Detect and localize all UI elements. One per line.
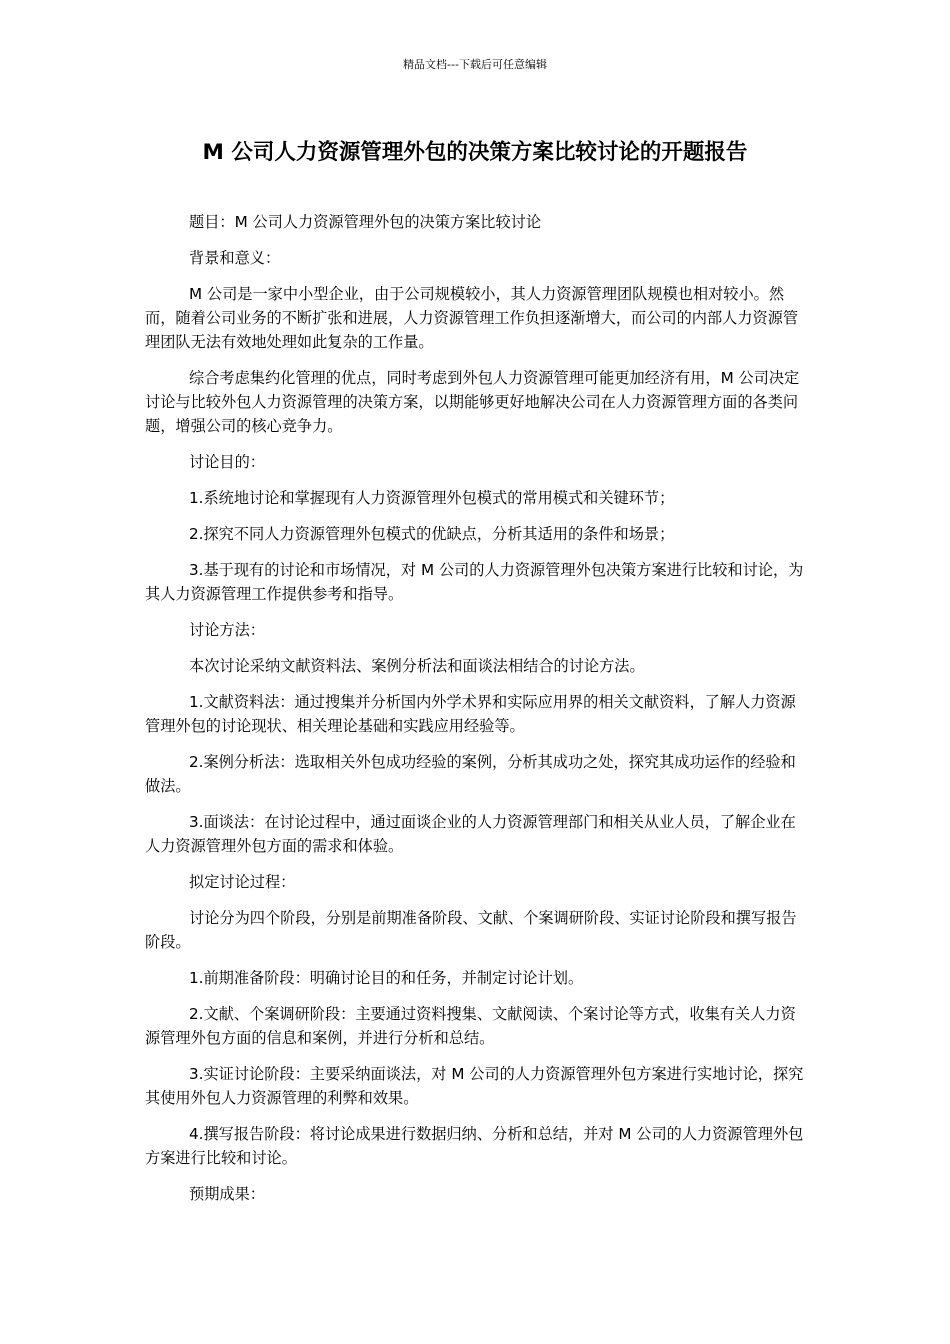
list-item: 3.基于现有的讨论和市场情况，对 M 公司的人力资源管理外包决策方案进行比较和讨论，为其人力资源管理工作提供参考和指导。 [145, 561, 804, 603]
section-heading-method: 讨论方法： [189, 621, 265, 639]
paragraph: 讨论分为四个阶段，分别是前期准备阶段、文献、个案调研阶段、实证讨论阶段和撰写报告阶段。 [145, 909, 797, 951]
section-heading-background: 背景和意义： [189, 249, 281, 267]
list-item: 2.探究不同人力资源管理外包模式的优缺点，分析其适用的条件和场景； [189, 525, 675, 543]
list-item: 1.文献资料法：通过搜集并分析国内外学术界和实际应用界的相关文献资料，了解人力资源管理外包的讨论现状、相关理论基础和实践应用经验等。 [145, 693, 796, 735]
list-item: 4.撰写报告阶段：将讨论成果进行数据归纳、分析和总结，并对 M 公司的人力资源管理外包方案进行比较和讨论。 [145, 1125, 804, 1167]
list-item: 2.文献、个案调研阶段：主要通过资料搜集、文献阅读、个案讨论等方式，收集有关人力资源管理外包方面的信息和案例，并进行分析和总结。 [145, 1005, 796, 1047]
paragraph: 综合考虑集约化管理的优点，同时考虑到外包人力资源管理可能更加经济有用，M 公司决定讨论与比较外包人力资源管理的决策方案，以期能够更好地解决公司在人力资源管理方面的各类问题，增强公司的核心竞争力。 [145, 369, 800, 435]
paragraph-topic: 题目：M 公司人力资源管理外包的决策方案比较讨论 [189, 213, 542, 231]
list-item: 3.实证讨论阶段：主要采纳面谈法，对 M 公司的人力资源管理外包方案进行实地讨论，探究其使用外包人力资源管理的利弊和效果。 [145, 1065, 804, 1107]
paragraph: 本次讨论采纳文献资料法、案例分析法和面谈法相结合的讨论方法。 [189, 657, 645, 675]
section-heading-process: 拟定讨论过程： [189, 873, 296, 891]
list-item: 1.前期准备阶段：明确讨论目的和任务，并制定讨论计划。 [189, 969, 584, 987]
section-heading-outcome: 预期成果： [189, 1185, 265, 1203]
list-item: 3.面谈法：在讨论过程中，通过面谈企业的人力资源管理部门和相关从业人员，了解企业在人力资源管理外包方面的需求和体验。 [145, 813, 796, 855]
document-title: M 公司人力资源管理外包的决策方案比较讨论的开题报告 [202, 140, 748, 165]
paragraph: M 公司是一家中小型企业，由于公司规模较小，其人力资源管理团队规模也相对较小。然而，随着公司业务的不断扩张和进展，人力资源管理工作负担逐渐增大，而公司的内部人力资源管理团队无法有效地处理如此复杂的工作量。 [145, 285, 799, 351]
list-item: 1.系统地讨论和掌握现有人力资源管理外包模式的常用模式和关键环节； [189, 489, 675, 507]
header-note: 精品文档---下载后可任意编辑 [403, 58, 547, 71]
document-body [145, 210, 807, 1218]
section-heading-purpose: 讨论目的： [189, 453, 265, 471]
list-item: 2.案例分析法：选取相关外包成功经验的案例，分析其成功之处，探究其成功运作的经验和做法。 [145, 753, 796, 795]
